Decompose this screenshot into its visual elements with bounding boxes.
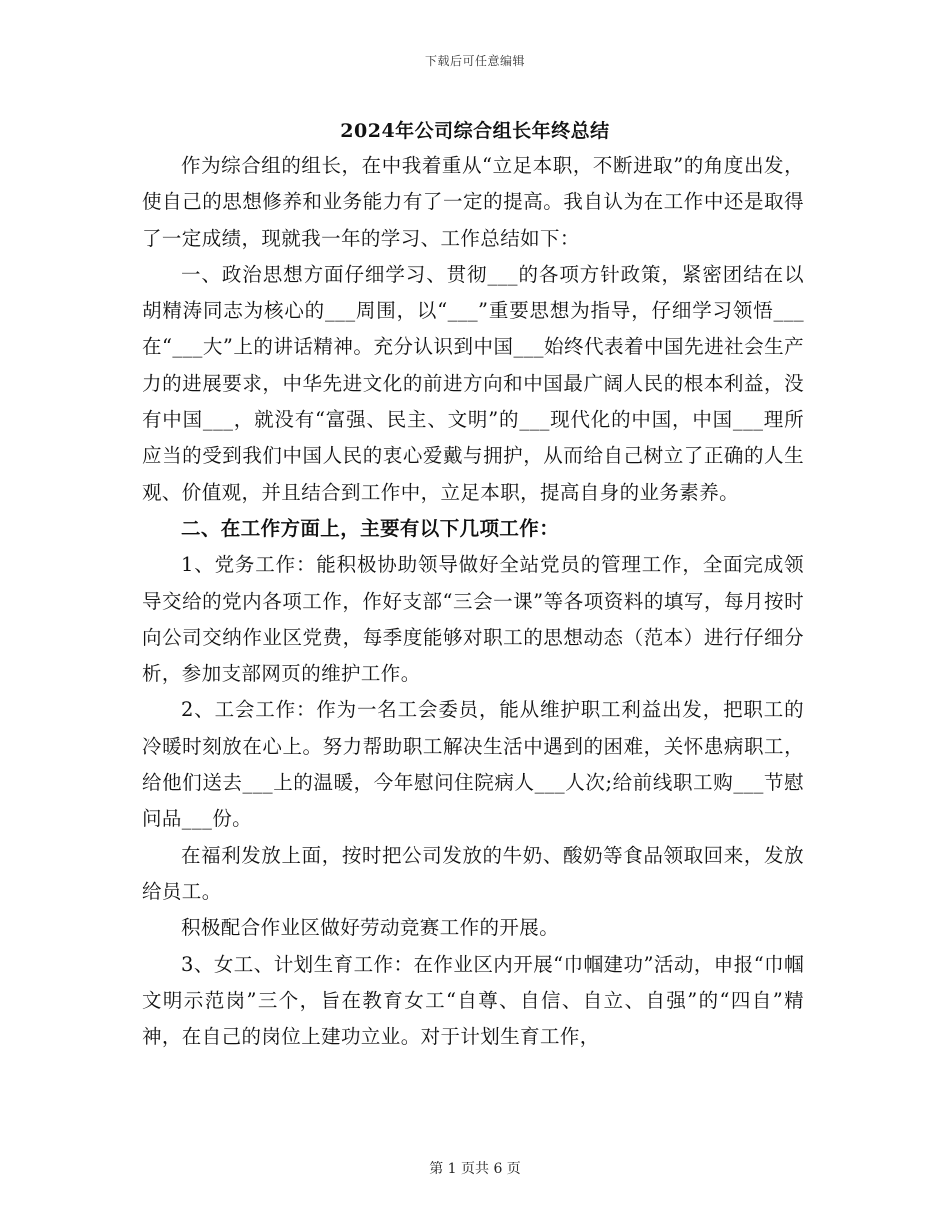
paragraph-labor-contest: 积极配合作业区做好劳动竞赛工作的开展。: [181, 916, 560, 940]
page-number: 第 1 页共 6 页: [429, 1161, 521, 1177]
paragraph-union-work: 2、工会工作：作为一名工会委员，能从维护职工利益出发，把职工的冷暖时刻放在心上。努力帮助职工解决生活中遇到的困难，关怀患病职工，给他们送去___上的温暖，今年慰问住院病人___人次;给前线职工购___节慰问品___份。: [142, 698, 804, 831]
document-body: [142, 148, 804, 1055]
header-note: 下载后可任意编辑: [424, 54, 525, 68]
paragraph-party-affairs: 1、党务工作：能积极协助领导做好全站党员的管理工作，全面完成领导交给的党内各项工作，作好支部“三会一课”等各项资料的填写，每月按时向公司交纳作业区党费，每季度能够对职工的思想动态（范本）进行仔细分析，参加支部网页的维护工作。: [142, 553, 804, 686]
paragraph-intro: 作为综合组的组长，在中我着重从“立足本职，不断进取”的角度出发，使自己的思想修养和业务能力有了一定的提高。我自认为在工作中还是取得了一定成绩，现就我一年的学习、工作总结如下：: [142, 154, 804, 250]
document-title: 2024年公司综合组长年终总结: [340, 120, 610, 142]
paragraph-women-family-planning: 3、女工、计划生育工作：在作业区内开展“巾帼建功”活动，申报“巾帼文明示范岗”三个，旨在教育女工“自尊、自信、自立、自强”的“四自”精神，在自己的岗位上建功立业。对于计划生育工作，: [142, 952, 804, 1049]
paragraph-welfare: 在福利发放上面，按时把公司发放的牛奶、酸奶等食品领取回来，发放给员工。: [142, 843, 804, 903]
section-heading-work: 二、在工作方面上，主要有以下几项工作：: [181, 516, 560, 540]
paragraph-political-thought: 一、政治思想方面仔细学习、贯彻___的各项方针政策，紧密团结在以胡精涛同志为核心的___周围，以“___”重要思想为指导，仔细学习领悟___在“___大”上的讲话精神。充分认识到中国___始终代表着中国先进社会生产力的进展要求，中华先进文化的前进方向和中国最广阔人民的根本利益，没有中国___，就没有“富强、民主、文明”的___现代化的中国，中国___理所应当的受到我们中国人民的衷心爱戴与拥护，从而给自己树立了正确的人生观、价值观，并且结合到工作中，立足本职，提高自身的业务素养。: [142, 262, 804, 504]
